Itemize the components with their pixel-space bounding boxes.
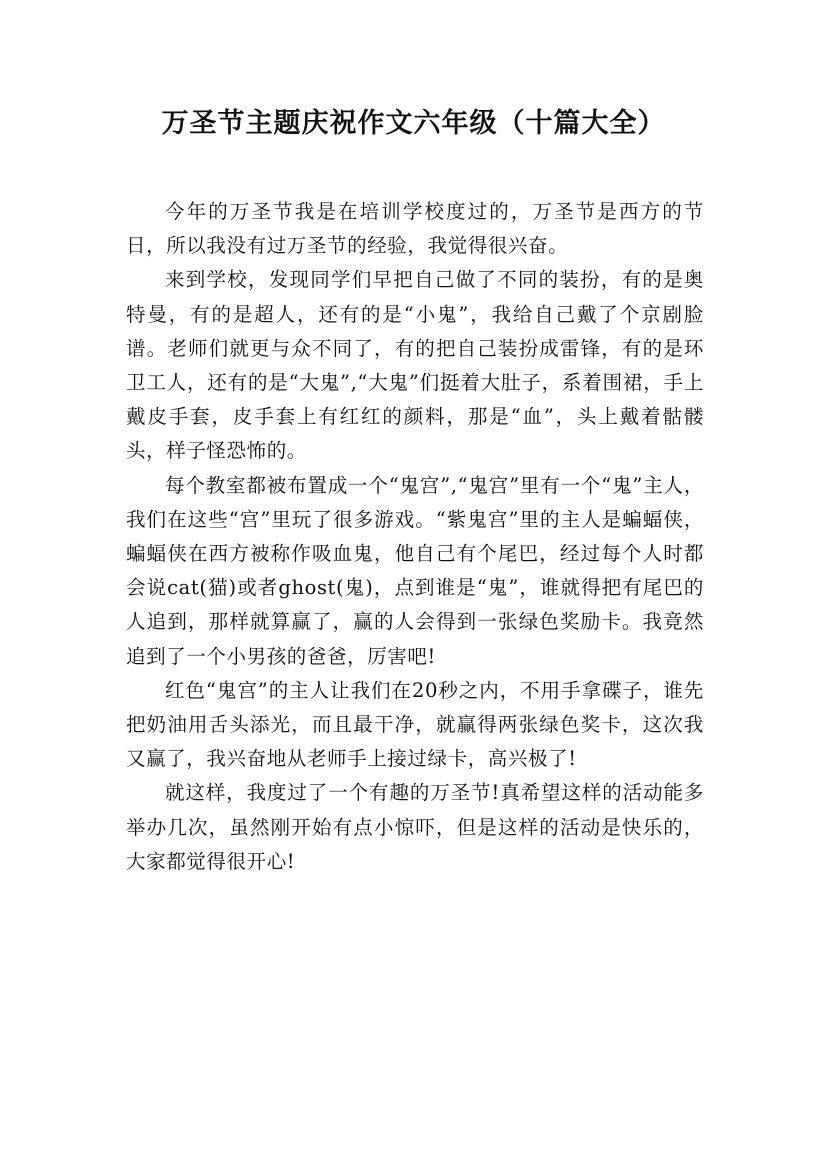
paragraph-1: 今年的万圣节我是在培训学校度过的，万圣节是西方的节日，所以我没有过万圣节的经验，我觉得很兴奋。	[126, 200, 704, 258]
document-title: 万圣节主题庆祝作文六年级（十篇大全）	[161, 108, 666, 139]
document-body	[126, 195, 704, 879]
paragraph-3: 每个教室都被布置成一个“鬼宫”,“鬼宫”里有一个“鬼”主人，我们在这些“宫”里玩了很多游戏。“紫鬼宫”里的主人是蝙蝠侠，蝙蝠侠在西方被称作吸血鬼，他自己有个尾巴，经过每个人时都会说cat(猫)或者ghost(鬼)，点到谁是“鬼”，谁就得把有尾巴的人追到，那样就算赢了，赢的人会得到一张绿色奖励卡。我竟然追到了一个小男孩的爸爸，厉害吧!	[126, 473, 704, 668]
paragraph-4: 红色“鬼宫”的主人让我们在20秒之内，不用手拿碟子，谁先把奶油用舌头添光，而且最干净，就赢得两张绿色奖卡，这次我又赢了，我兴奋地从老师手上接过绿卡，高兴极了!	[126, 678, 704, 771]
paragraph-5: 就这样，我度过了一个有趣的万圣节!真希望这样的活动能多举办几次，虽然刚开始有点小惊吓，但是这样的活动是快乐的，大家都觉得很开心!	[126, 781, 704, 873]
paragraph-2: 来到学校，发现同学们早把自己做了不同的装扮，有的是奥特曼，有的是超人，还有的是“小鬼”，我给自己戴了个京剧脸谱。老师们就更与众不同了，有的把自己装扮成雷锋，有的是环卫工人，还有的是“大鬼”,“大鬼”们挺着大肚子，系着围裙，手上戴皮手套，皮手套上有红红的颜料，那是“血”，头上戴着骷髅头，样子怪恐怖的。	[126, 268, 704, 463]
